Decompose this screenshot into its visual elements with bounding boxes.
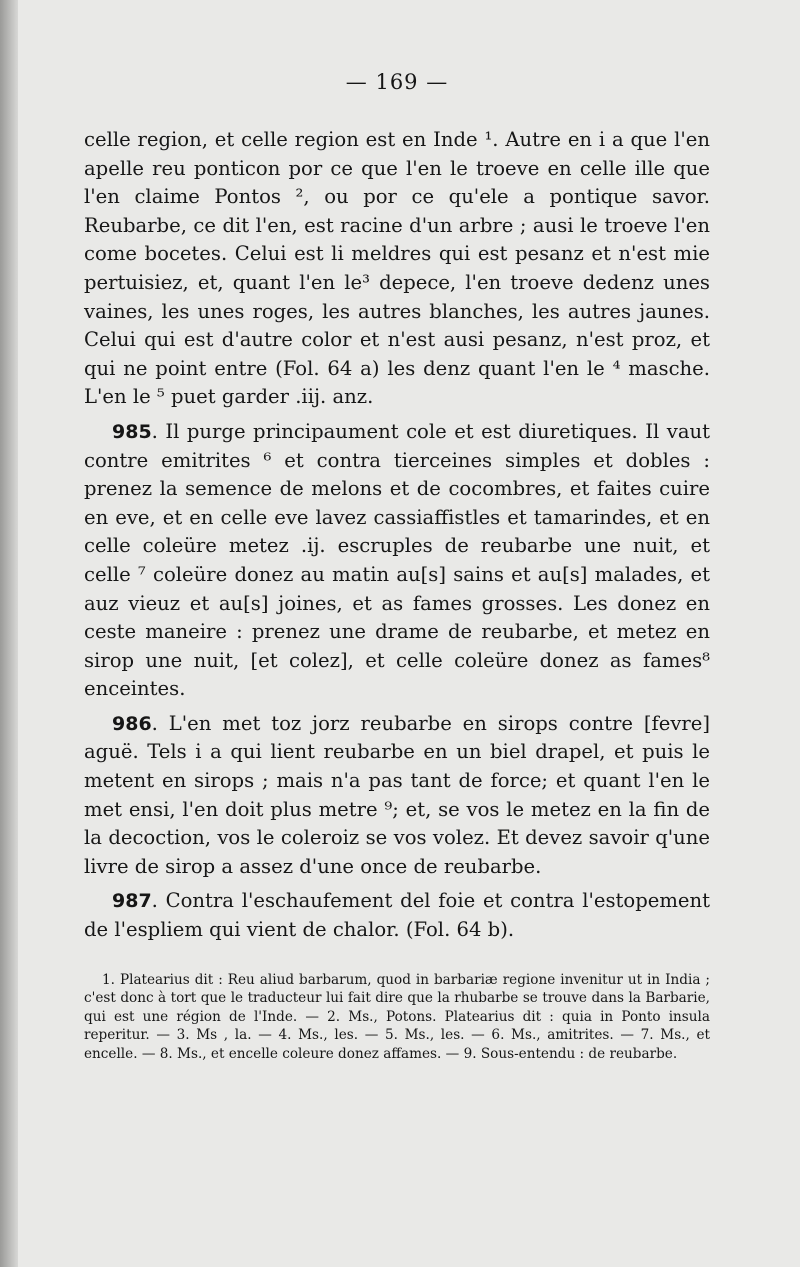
paragraph-986 (84, 710, 710, 882)
paragraph-number: 987 (112, 890, 152, 913)
paragraph-number: 986 (112, 712, 152, 735)
paragraph-987 (84, 887, 710, 944)
page-edge-shadow (0, 0, 18, 1267)
paragraph-number: 985 (112, 420, 152, 443)
paragraph-985 (84, 418, 710, 704)
main-text (84, 126, 710, 945)
footnote-text: 1. Platearius dit : Reu aliud barbarum, quod in barbariæ regione invenitur ut in India ; c'est donc à tort que le traducteur lui fait dire que la rhubarbe se trouve dans la Barbarie, qui est une région de l'Inde. — 2. Ms., Potons. Platearius dit : quia in Ponto insula reperitur. — 3. Ms , la. — 4. Ms., les. — 5. Ms., les. — 6. Ms., amitrites. — 7. Ms., et encelle. — 8. Ms., et encelle coleure donez affames. — 9. Sous-entendu : de reubarbe. (84, 971, 710, 1062)
page-number: — 169 — (345, 70, 449, 94)
paragraph-continued (84, 126, 710, 412)
paragraph-text: . Contra l'eschaufement del foie et contra l'estopement de l'espliem qui vient de chalor. (Fol. 64 b). (84, 889, 710, 942)
paragraph-text: . L'en met toz jorz reubarbe en sirops contre [fevre] aguë. Tels i a qui lient reubarbe en un biel drapel, et puis le metent en sirops ; mais n'a pas tant de force; et quant l'en le met ensi, l'en doit plus metre ⁹; et, se vos le metez en la fin de la decoction, vos le coleroiz se vos volez. Et devez savoir q'une livre de sirop a assez d'une once de reubarbe. (84, 711, 710, 878)
footnotes (84, 971, 710, 1064)
book-page (84, 70, 710, 1064)
paragraph-text: celle region, et celle region est en Inde ¹. Autre en i a que l'en apelle reu ponticon por ce que l'en le troeve en celle ille que l'en claime Pontos ², ou por ce qu'ele a pontique savor. Reubarbe, ce dit l'en, est racine d'un arbre ; ausi le troeve l'en come bocetes. Celui est li meldres qui est pesanz et n'est mie pertuisiez, et, quant l'en le³ depece, l'en troeve dedenz unes vaines, les unes roges, les autres blanches, les autres jaunes. Celui qui est d'autre color et n'est ausi pesanz, n'est proz, et qui ne point entre (Fol. 64 a) les denz quant l'en le ⁴ masche. L'en le ⁵ puet garder .iij. anz. (84, 128, 710, 409)
paragraph-text: . Il purge principaument cole et est diuretiques. Il vaut contre emitrites ⁶ et contra tierceines simples et dobles : prenez la semence de melons et de cocombres, et faites cuire en eve, et en celle eve lavez cassiaffistles et tamarindes, et en celle coleüre metez .ij. escruples de reubarbe une nuit, et celle ⁷ coleüre donez au matin au[s] sains et au[s] malades, et auz vieuz et au[s] joines, et as fames grosses. Les donez en ceste maneire : prenez une drame de reubarbe, et metez en sirop une nuit, [et colez], et celle coleüre donez as fames⁸ enceintes. (84, 419, 710, 701)
